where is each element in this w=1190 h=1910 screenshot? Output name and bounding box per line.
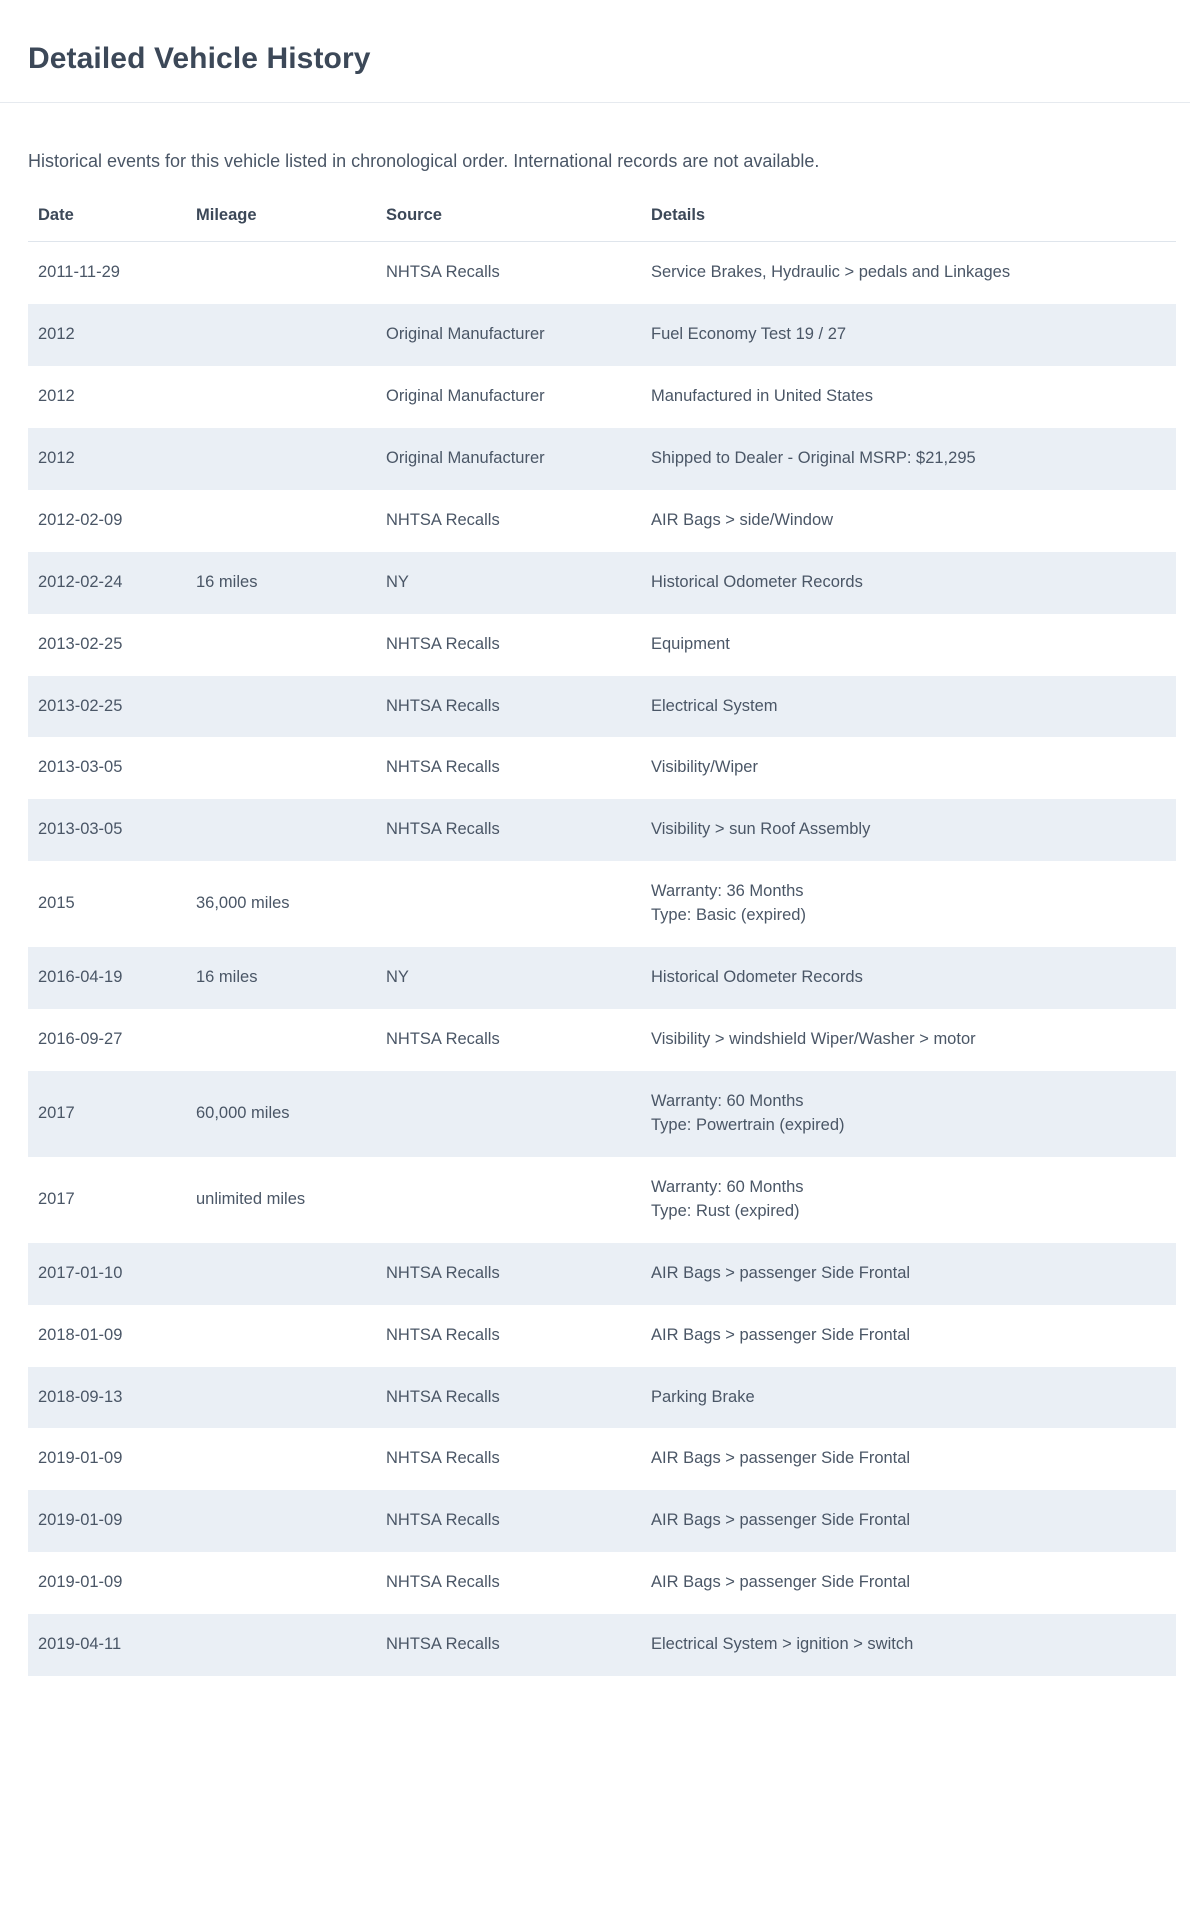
cell-details bbox=[641, 799, 1176, 861]
cell-date: 2019-04-11 bbox=[28, 1614, 186, 1676]
cell-date: 2016-04-19 bbox=[28, 947, 186, 1009]
column-header-date: Date bbox=[28, 198, 186, 242]
cell-source: NHTSA Recalls bbox=[376, 1367, 641, 1429]
detail-line: Shipped to Dealer - Original MSRP: $21,295 bbox=[651, 448, 976, 467]
detail-line: AIR Bags > passenger Side Frontal bbox=[651, 1573, 911, 1592]
cell-mileage bbox=[186, 366, 376, 428]
detail-line: Equipment bbox=[651, 634, 730, 653]
cell-mileage: 16 miles bbox=[186, 947, 376, 1009]
table-row bbox=[28, 552, 1176, 614]
table-row bbox=[28, 1552, 1176, 1614]
cell-mileage: 36,000 miles bbox=[196, 894, 290, 913]
cell-mileage bbox=[186, 737, 376, 799]
table-row bbox=[28, 304, 1176, 366]
cell-mileage bbox=[186, 1305, 376, 1367]
cell-source: Original Manufacturer bbox=[386, 386, 545, 405]
cell-details bbox=[641, 1009, 1176, 1071]
detail-line: Visibility > windshield Wiper/Washer > motor bbox=[651, 1030, 976, 1049]
cell-source: NHTSA Recalls bbox=[376, 676, 641, 738]
detail-line: Fuel Economy Test 19 / 27 bbox=[651, 325, 847, 344]
cell-mileage: 16 miles bbox=[186, 552, 376, 614]
column-header-mileage: Mileage bbox=[186, 198, 376, 242]
page-title: Detailed Vehicle History bbox=[28, 42, 371, 76]
cell-mileage bbox=[186, 242, 376, 304]
cell-date: 2013-02-25 bbox=[38, 634, 123, 653]
cell-source: Original Manufacturer bbox=[376, 304, 641, 366]
cell-date: 2017 bbox=[28, 1071, 186, 1157]
table-row bbox=[28, 614, 1176, 676]
cell-date: 2013-03-05 bbox=[28, 799, 186, 861]
table-row bbox=[28, 1009, 1176, 1071]
table-row bbox=[28, 1614, 1176, 1676]
table-row bbox=[28, 737, 1176, 799]
cell-mileage bbox=[186, 614, 376, 676]
table-row bbox=[28, 676, 1176, 738]
table-header bbox=[28, 198, 1176, 242]
cell-date: 2015 bbox=[38, 894, 75, 913]
cell-source: NY bbox=[376, 947, 641, 1009]
cell-mileage bbox=[186, 1367, 376, 1429]
cell-date: 2016-09-27 bbox=[38, 1030, 123, 1049]
cell-source: NHTSA Recalls bbox=[386, 1449, 500, 1468]
cell-date: 2019-01-09 bbox=[38, 1449, 123, 1468]
cell-details bbox=[641, 428, 1176, 490]
cell-source: NHTSA Recalls bbox=[386, 1325, 500, 1344]
table-row bbox=[28, 1157, 1176, 1243]
cell-date: 2013-03-05 bbox=[38, 758, 123, 777]
cell-date: 2012 bbox=[38, 386, 75, 405]
cell-source bbox=[376, 861, 641, 947]
table-body bbox=[28, 242, 1176, 1677]
cell-source: NHTSA Recalls bbox=[386, 510, 500, 529]
cell-details bbox=[641, 1243, 1176, 1305]
cell-mileage: 60,000 miles bbox=[186, 1071, 376, 1157]
cell-source: NY bbox=[376, 552, 641, 614]
detail-line: Warranty: 60 Months bbox=[651, 1092, 804, 1110]
cell-source: NHTSA Recalls bbox=[386, 758, 500, 777]
cell-mileage bbox=[186, 1552, 376, 1614]
cell-date: 2011-11-29 bbox=[38, 263, 120, 282]
cell-source: NHTSA Recalls bbox=[376, 1490, 641, 1552]
cell-details bbox=[641, 676, 1176, 738]
cell-source: NHTSA Recalls bbox=[386, 263, 500, 282]
detail-line: Type: Basic (expired) bbox=[651, 906, 806, 925]
table-row bbox=[28, 861, 1176, 947]
cell-date: 2017 bbox=[38, 1189, 75, 1208]
cell-date: 2012-02-24 bbox=[28, 552, 186, 614]
detail-line: AIR Bags > passenger Side Frontal bbox=[651, 1511, 911, 1530]
title-divider bbox=[0, 102, 1190, 103]
vehicle-history-page bbox=[0, 20, 1190, 1676]
cell-details bbox=[641, 1157, 1176, 1243]
detail-line: AIR Bags > passenger Side Frontal bbox=[651, 1325, 911, 1344]
cell-details bbox=[641, 1367, 1176, 1429]
table-row bbox=[28, 799, 1176, 861]
cell-details bbox=[641, 1428, 1176, 1490]
cell-details bbox=[641, 552, 1176, 614]
cell-mileage bbox=[186, 676, 376, 738]
cell-source bbox=[376, 1157, 641, 1243]
detail-line: AIR Bags > passenger Side Frontal bbox=[651, 1263, 911, 1282]
cell-details bbox=[641, 1552, 1176, 1614]
cell-details bbox=[641, 366, 1176, 428]
cell-mileage: unlimited miles bbox=[196, 1189, 306, 1208]
table-row bbox=[28, 428, 1176, 490]
cell-source: NHTSA Recalls bbox=[376, 799, 641, 861]
cell-date: 2012-02-09 bbox=[38, 510, 123, 529]
cell-source: NHTSA Recalls bbox=[376, 1243, 641, 1305]
cell-details bbox=[641, 304, 1176, 366]
detail-line: Type: Rust (expired) bbox=[651, 1201, 800, 1220]
cell-source: NHTSA Recalls bbox=[386, 1030, 500, 1049]
detail-line: Parking Brake bbox=[651, 1387, 755, 1406]
detail-line: AIR Bags > passenger Side Frontal bbox=[651, 1449, 911, 1468]
cell-date: 2018-09-13 bbox=[28, 1367, 186, 1429]
cell-details bbox=[641, 1071, 1176, 1157]
cell-date: 2012 bbox=[28, 428, 186, 490]
cell-mileage bbox=[186, 490, 376, 552]
table-row bbox=[28, 1305, 1176, 1367]
cell-source: NHTSA Recalls bbox=[386, 1573, 500, 1592]
detail-line: Visibility > sun Roof Assembly bbox=[651, 820, 871, 839]
cell-details bbox=[641, 1614, 1176, 1676]
table-row bbox=[28, 490, 1176, 552]
cell-date: 2017-01-10 bbox=[28, 1243, 186, 1305]
table-row bbox=[28, 1428, 1176, 1490]
cell-source: Original Manufacturer bbox=[376, 428, 641, 490]
detail-line: Warranty: 60 Months bbox=[651, 1177, 804, 1196]
table-row bbox=[28, 366, 1176, 428]
cell-mileage bbox=[186, 1009, 376, 1071]
detail-line: Historical Odometer Records bbox=[651, 572, 863, 591]
cell-mileage bbox=[186, 1428, 376, 1490]
column-header-details: Details bbox=[641, 198, 1176, 242]
cell-source bbox=[376, 1071, 641, 1157]
column-header-source: Source bbox=[376, 198, 641, 242]
table-row bbox=[28, 242, 1176, 304]
page-subtitle: Historical events for this vehicle listed in chronological order. International records are not available. bbox=[28, 151, 820, 172]
cell-details bbox=[641, 242, 1176, 304]
cell-date: 2019-01-09 bbox=[38, 1573, 123, 1592]
table-row bbox=[28, 1071, 1176, 1157]
cell-details bbox=[641, 490, 1176, 552]
cell-mileage bbox=[186, 1243, 376, 1305]
cell-mileage bbox=[186, 799, 376, 861]
cell-mileage bbox=[186, 304, 376, 366]
detail-line: AIR Bags > side/Window bbox=[651, 510, 834, 529]
detail-line: Historical Odometer Records bbox=[651, 968, 863, 987]
cell-mileage bbox=[186, 1490, 376, 1552]
cell-date: 2019-01-09 bbox=[28, 1490, 186, 1552]
cell-mileage bbox=[186, 1614, 376, 1676]
table-row bbox=[28, 1243, 1176, 1305]
detail-line: Electrical System bbox=[651, 696, 778, 715]
detail-line: Type: Powertrain (expired) bbox=[651, 1115, 845, 1134]
cell-details bbox=[641, 861, 1176, 947]
table-row bbox=[28, 1367, 1176, 1429]
cell-details bbox=[641, 1305, 1176, 1367]
vehicle-history-table bbox=[28, 198, 1176, 1676]
cell-details bbox=[641, 947, 1176, 1009]
detail-line: Warranty: 36 Months bbox=[651, 882, 804, 901]
detail-line: Service Brakes, Hydraulic > pedals and Linkages bbox=[651, 263, 1011, 282]
detail-line: Visibility/Wiper bbox=[651, 758, 758, 777]
table-header-row bbox=[28, 198, 1176, 242]
cell-mileage bbox=[186, 428, 376, 490]
cell-details bbox=[641, 614, 1176, 676]
detail-line: Manufactured in United States bbox=[651, 386, 873, 405]
cell-date: 2018-01-09 bbox=[38, 1325, 123, 1344]
detail-line: Electrical System > ignition > switch bbox=[651, 1635, 914, 1654]
cell-source: NHTSA Recalls bbox=[376, 1614, 641, 1676]
cell-source: NHTSA Recalls bbox=[386, 634, 500, 653]
table-row bbox=[28, 1490, 1176, 1552]
cell-details bbox=[641, 1490, 1176, 1552]
cell-date: 2012 bbox=[28, 304, 186, 366]
cell-details bbox=[641, 737, 1176, 799]
cell-date: 2013-02-25 bbox=[28, 676, 186, 738]
table-row bbox=[28, 947, 1176, 1009]
